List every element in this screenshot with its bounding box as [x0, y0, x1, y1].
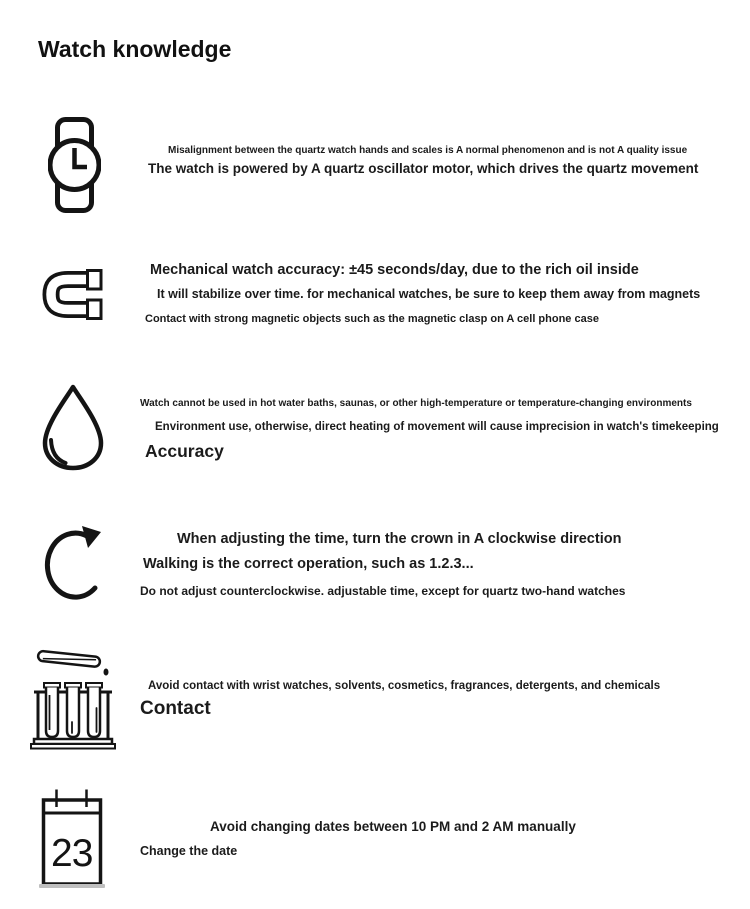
calendar-icon: [41, 788, 103, 887]
calendar-day-number: 23: [51, 832, 93, 875]
section-line: It will stabilize over time. for mechanical watches, be sure to keep them away from magnets: [157, 287, 701, 301]
calendar-shadow: [39, 884, 105, 888]
section-line: Walking is the correct operation, such as 1.2.3...: [143, 556, 474, 572]
section-line: Do not adjust counterclockwise. adjustable time, except for quartz two-hand watches: [140, 584, 626, 598]
clockwise-arrow-icon: [43, 523, 113, 601]
section-line: Watch cannot be used in hot water baths, saunas, or other high-temperature or temperature-changing environments: [140, 398, 692, 409]
section-line: Avoid contact with wrist watches, solvents, cosmetics, fragrances, detergents, and chemicals: [148, 680, 661, 692]
section-line: Accuracy: [145, 441, 224, 461]
section-line: Avoid changing dates between 10 PM and 2 AM manually: [210, 819, 576, 834]
section-line: Mechanical watch accuracy: ±45 seconds/day, due to the rich oil inside: [150, 262, 639, 278]
page-title: Watch knowledge: [38, 36, 232, 62]
section-date-change: [0, 788, 750, 898]
section-magnetism: [0, 262, 750, 332]
section-line: Contact: [140, 698, 211, 719]
test-tubes-icon: [30, 645, 116, 750]
magnet-icon: [42, 266, 104, 323]
wristwatch-icon: [48, 117, 101, 213]
water-drop-icon: [40, 384, 106, 471]
section-temperature: [0, 384, 750, 474]
section-line: When adjusting the time, turn the crown in A clockwise direction: [177, 531, 622, 547]
section-chemicals: [0, 645, 750, 755]
section-quartz-movement: [0, 118, 750, 218]
section-line: Misalignment between the quartz watch hands and scales is A normal phenomenon and is not A quality issue: [168, 145, 688, 156]
section-line: Contact with strong magnetic objects such as the magnetic clasp on A cell phone case: [145, 313, 599, 325]
section-line: Change the date: [140, 844, 238, 858]
section-line: Environment use, otherwise, direct heating of movement will cause imprecision in watch's timekeeping: [155, 421, 719, 433]
section-line: The watch is powered by A quartz oscillator motor, which drives the quartz movement: [148, 161, 699, 176]
section-time-adjustment: [0, 523, 750, 608]
